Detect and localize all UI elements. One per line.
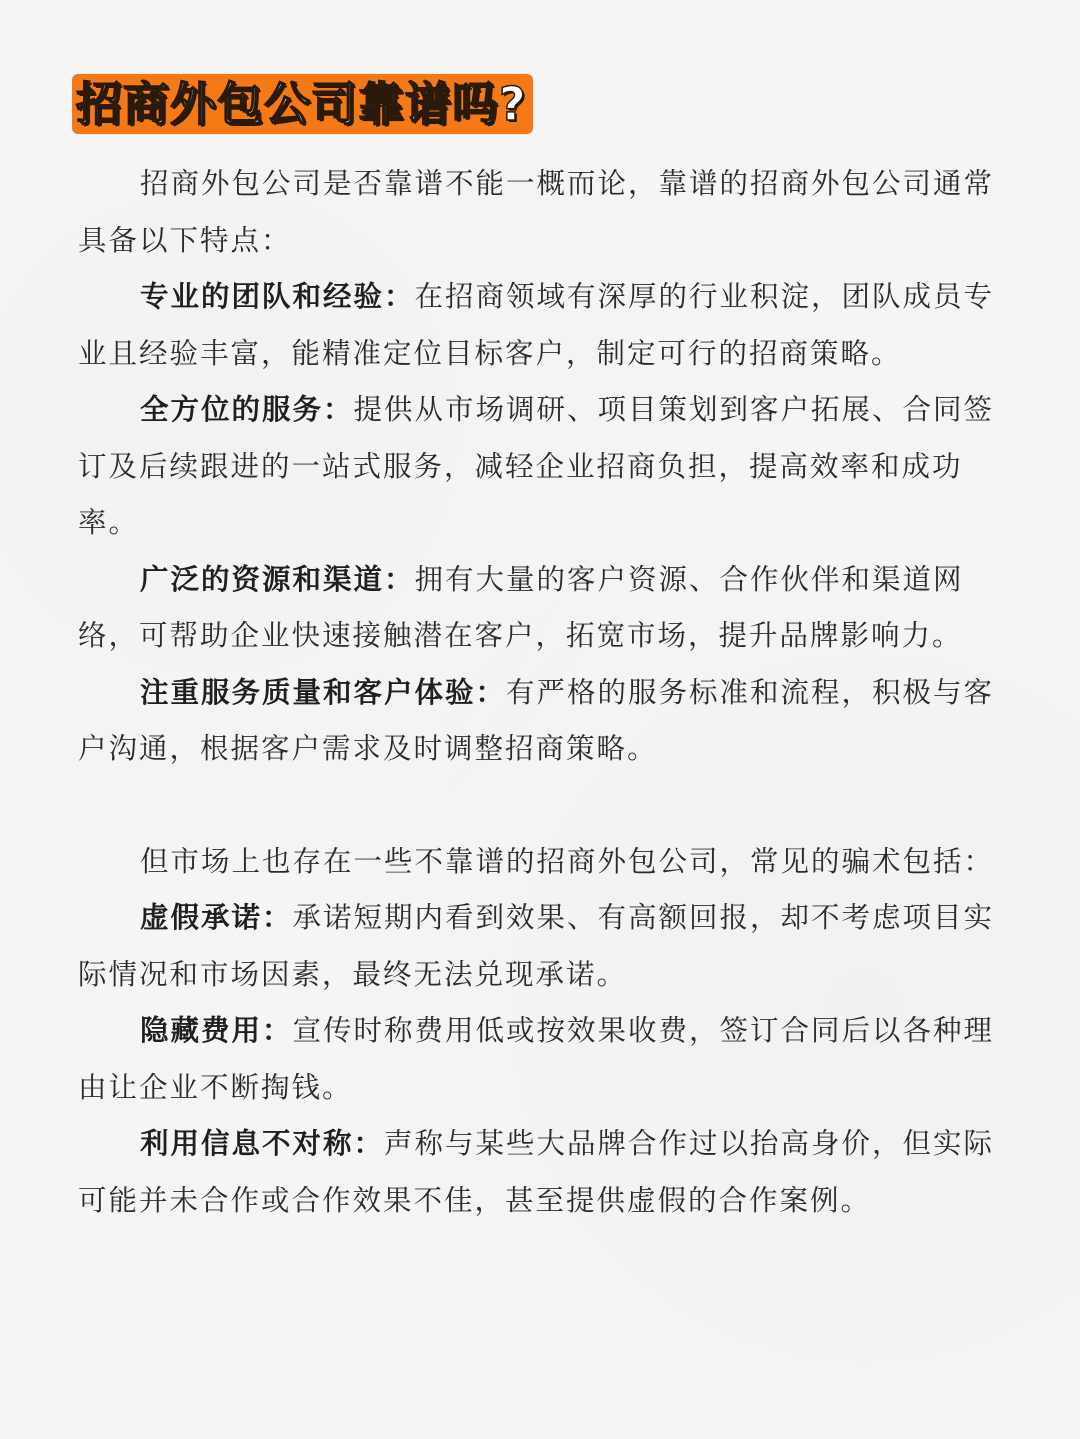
section-divider-space — [78, 778, 1008, 834]
page-title: 招商外包公司靠谱吗? — [72, 74, 533, 134]
feature-label: 注重服务质量和客户体验： — [140, 675, 507, 709]
feature-text: 在招商领域有深厚的行业积淀，团队成员专业且经验丰富，能精准定位目标客户，制定可行的招商策略。 — [78, 280, 995, 370]
feature-label: 专业的团队和经验： — [140, 280, 415, 313]
scam-item — [78, 890, 1008, 1003]
scam-label: 利用信息不对称： — [140, 1127, 385, 1160]
scam-item — [78, 1003, 1008, 1116]
feature-text: 提供从市场调研、项目策划到客户拓展、合同签订及后续跟进的一站式服务，减轻企业招商负担，提高效率和成功率。 — [78, 393, 995, 539]
title-banner — [72, 74, 533, 134]
feature-item — [78, 269, 1008, 382]
feature-label: 广泛的资源和渠道： — [140, 562, 415, 596]
scam-label: 隐藏费用： — [140, 1014, 293, 1047]
feature-text: 有严格的服务标准和流程，积极与客户沟通，根据客户需求及时调整招商策略。 — [78, 675, 995, 765]
feature-text: 拥有大量的客户资源、合作伙伴和渠道网络，可帮助企业快速接触潜在客户，拓宽市场，提升品牌影响力。 — [78, 562, 964, 652]
feature-item — [78, 665, 1008, 778]
scam-text: 承诺短期内看到效果、有高额回报，却不考虑项目实际情况和市场因素，最终无法兑现承诺。 — [78, 901, 995, 991]
feature-item — [78, 382, 1008, 552]
scam-text: 宣传时称费用低或按效果收费，签订合同后以各种理由让企业不断掏钱。 — [78, 1014, 995, 1104]
article-body — [78, 156, 1008, 1229]
warning-intro-paragraph: 但市场上也存在一些不靠谱的招商外包公司，常见的骗术包括： — [140, 844, 995, 878]
feature-item — [78, 552, 1008, 665]
intro-paragraph: 招商外包公司是否靠谱不能一概而论，靠谱的招商外包公司通常具备以下特点： — [78, 167, 995, 257]
scam-text: 声称与某些大品牌合作过以抬高身价，但实际可能并未合作或合作效果不佳，甚至提供虚假的合作案例。 — [78, 1127, 995, 1217]
scam-label: 虚假承诺： — [140, 901, 293, 934]
feature-label: 全方位的服务： — [140, 393, 354, 426]
scam-item — [78, 1116, 1008, 1229]
